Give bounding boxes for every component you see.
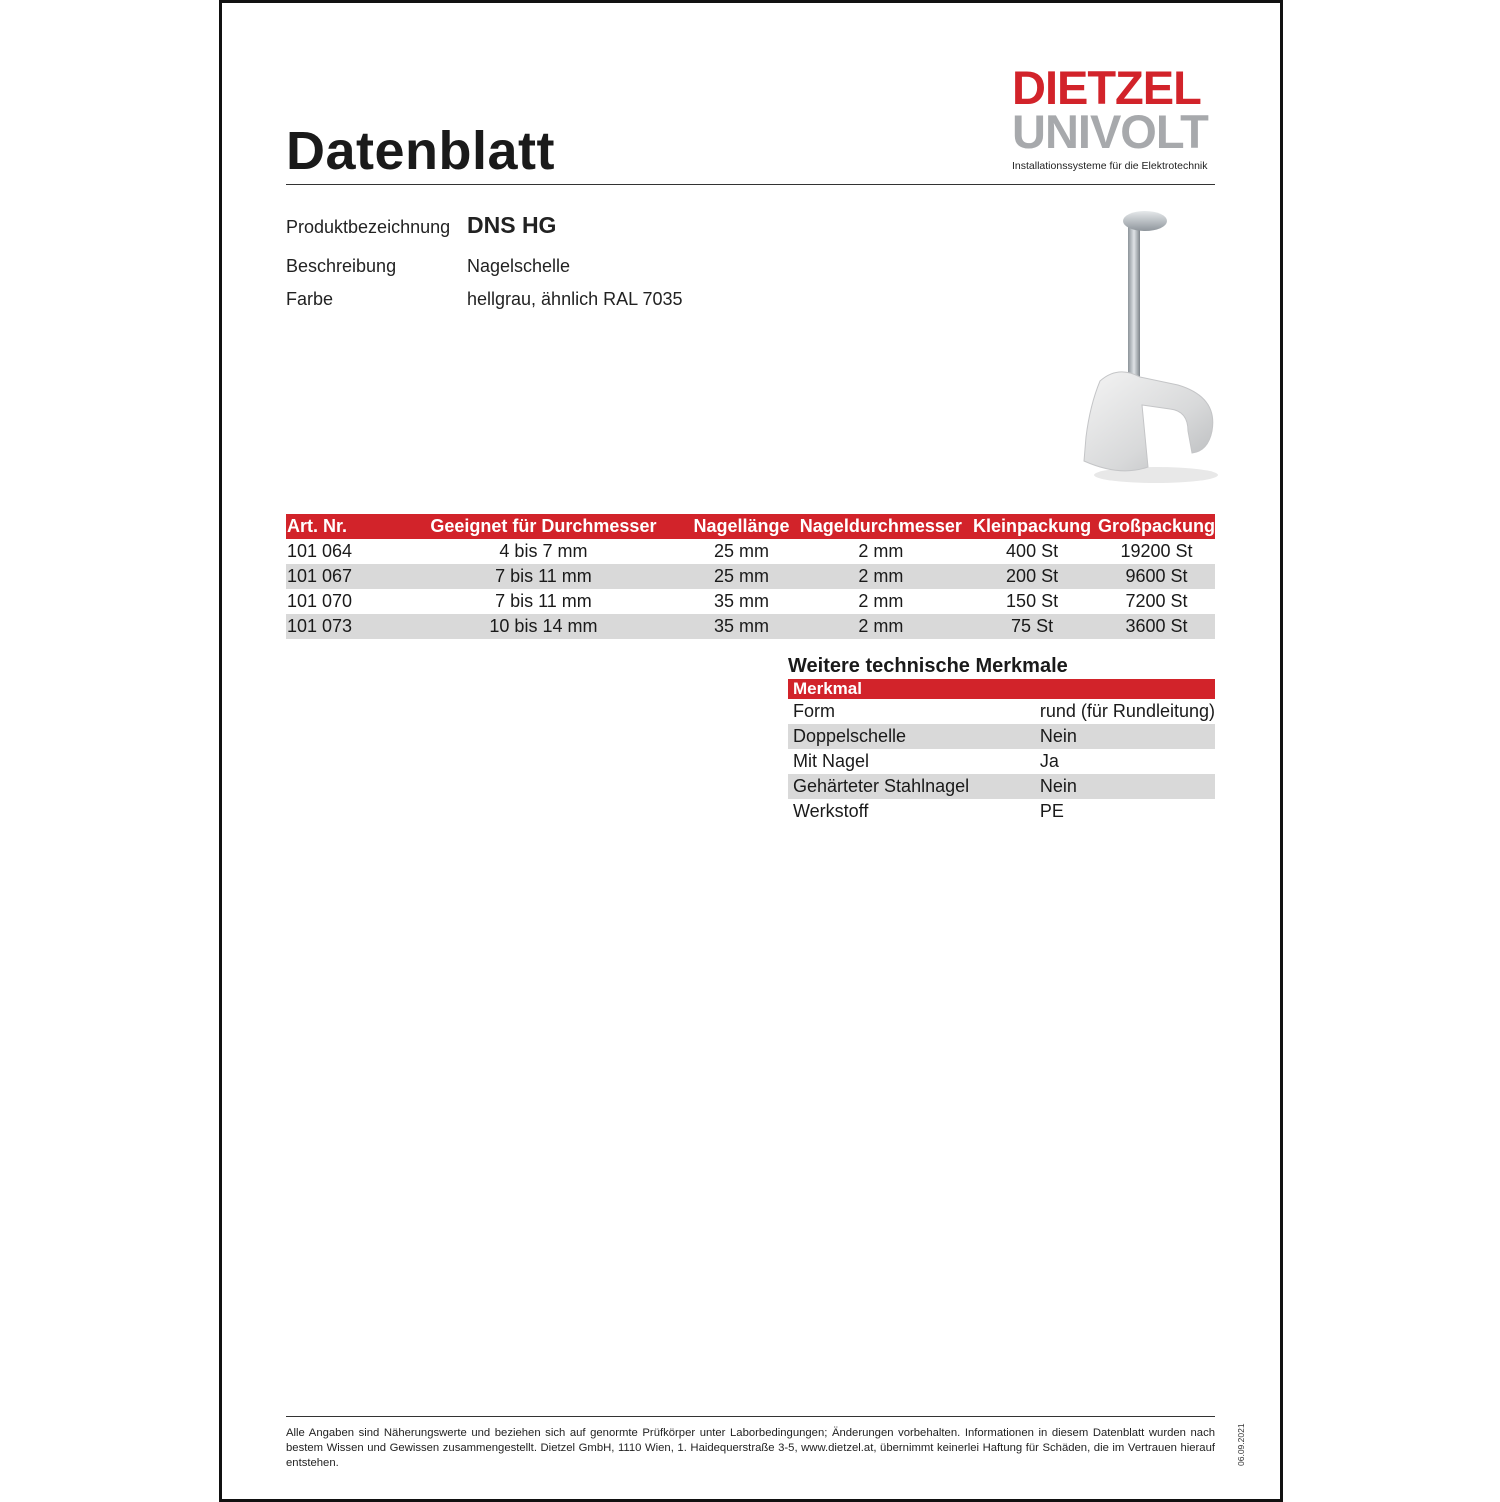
table-row [286, 539, 1215, 564]
table-row [286, 614, 1215, 639]
cell-nail-diameter: 2 mm [858, 591, 904, 611]
features-header: Merkmal [788, 679, 1215, 699]
cell-art-nr: 101 070 [287, 591, 353, 611]
cell-art-nr: 101 073 [286, 614, 399, 639]
feature-name: Form [793, 701, 835, 721]
cell-small-pack: 400 St [1006, 541, 1059, 561]
cell-large-pack: 3600 St [1098, 614, 1215, 639]
feature-value: Ja [1039, 751, 1059, 771]
cell-large-pack: 9600 St [1098, 564, 1215, 589]
feature-row [788, 799, 1215, 824]
cell-nail-diameter: 2 mm [796, 614, 967, 639]
product-name-value: DNS HG [467, 212, 557, 238]
col-header-small-pack: Kleinpackung [966, 514, 1098, 539]
feature-row [788, 774, 1215, 799]
features-table [788, 679, 1215, 824]
feature-row [788, 749, 1215, 774]
cell-art-nr: 101 067 [286, 564, 399, 589]
document-date: 06.09.2021 [1236, 1423, 1246, 1466]
table-header-row [286, 514, 1215, 539]
footer-divider [286, 1416, 1215, 1417]
col-header-nail-length: Nagellänge [687, 514, 795, 539]
feature-name: Gehärteter Stahlnagel [788, 774, 1040, 799]
feature-value: Nein [1040, 774, 1215, 799]
cell-diameter: 10 bis 14 mm [399, 614, 687, 639]
footer-disclaimer: Alle Angaben sind Näherungswerte und beziehen sich auf genormte Prüfkörper unter Laborbedingungen; Änderungen vorbehalten. Informationen in diesem Datenblatt wurden nach bestem Wissen und Gewissen zusammengestellt. Dietzel GmbH, 1110 Wien, 1. Haidequerstraße 3-5, www.dietzel.at, übernimmt keinerlei Haftung für Schäden, die im Vertrauen hierauf entstehen. [286, 1427, 1215, 1469]
col-header-large-pack: Großpackung [1098, 514, 1215, 539]
cell-nail-length: 25 mm [713, 541, 769, 561]
description-value: Nagelschelle [467, 256, 571, 276]
cell-large-pack: 7200 St [1125, 591, 1188, 611]
col-header-art-nr: Art. Nr. [286, 514, 399, 539]
col-header-diameter: Geeignet für Durchmesser [399, 514, 687, 539]
cell-art-nr: 101 064 [287, 541, 353, 561]
feature-row [788, 724, 1215, 749]
article-table [286, 514, 1215, 639]
color-label: Farbe [286, 289, 334, 309]
cell-small-pack: 75 St [966, 614, 1098, 639]
description-label: Beschreibung [286, 256, 397, 276]
cell-diameter: 7 bis 11 mm [399, 564, 687, 589]
cell-small-pack: 150 St [1006, 591, 1059, 611]
color-value: hellgrau, ähnlich RAL 7035 [467, 289, 683, 309]
logo-line-2: UNIVOLT [1012, 105, 1208, 158]
cell-nail-diameter: 2 mm [796, 564, 967, 589]
feature-name: Werkstoff [793, 801, 869, 821]
feature-name: Mit Nagel [793, 751, 870, 771]
cell-small-pack: 200 St [966, 564, 1098, 589]
header-divider [286, 184, 1215, 185]
features-title: Weitere technische Merkmale [788, 655, 1068, 677]
logo-line-1: DIETZEL [1012, 61, 1201, 114]
company-logo [1012, 61, 1216, 172]
cell-nail-length: 35 mm [687, 614, 795, 639]
features-header-row [788, 679, 1215, 699]
feature-row [788, 699, 1215, 724]
feature-value: PE [1039, 801, 1064, 821]
cell-nail-length: 35 mm [713, 591, 769, 611]
feature-value: rund (für Rundleitung) [1039, 701, 1215, 721]
table-row [286, 589, 1215, 614]
cell-diameter: 7 bis 11 mm [495, 591, 592, 611]
feature-value: Nein [1040, 724, 1215, 749]
col-header-nail-diameter: Nageldurchmesser [796, 514, 967, 539]
feature-name: Doppelschelle [788, 724, 1040, 749]
cell-diameter: 4 bis 7 mm [499, 541, 588, 561]
page-title: Datenblatt [286, 121, 556, 181]
cell-large-pack: 19200 St [1120, 541, 1193, 561]
product-name-label: Produktbezeichnung [286, 217, 451, 237]
cell-nail-length: 25 mm [687, 564, 795, 589]
product-image [1070, 205, 1230, 490]
table-row [286, 564, 1215, 589]
logo-tagline: Installationssysteme für die Elektrotechnik [1012, 160, 1208, 172]
cell-nail-diameter: 2 mm [858, 541, 904, 561]
